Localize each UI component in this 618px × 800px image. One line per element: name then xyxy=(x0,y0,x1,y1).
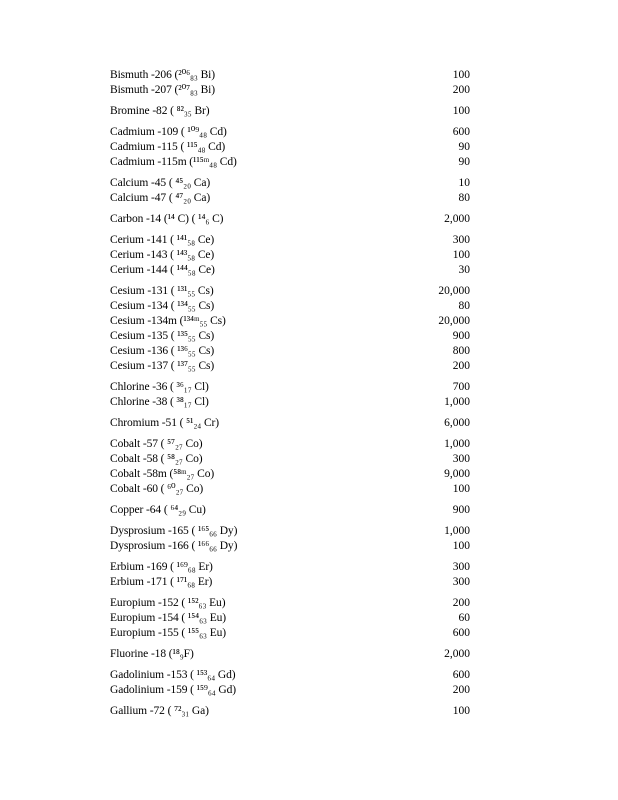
nuclide-label: Cesium -131 ( ¹³¹₅₅ Cs) xyxy=(110,285,214,297)
nuclide-group xyxy=(110,176,470,206)
table-row xyxy=(110,83,470,98)
nuclide-label: Gallium -72 ( ⁷²₃₁ Ga) xyxy=(110,705,209,717)
nuclide-label: Bismuth -207 (²⁰⁷₈₃ Bi) xyxy=(110,84,215,96)
quantity-value: 6,000 xyxy=(444,417,470,429)
nuclide-label: Cerium -143 ( ¹⁴³₅₈ Ce) xyxy=(110,249,215,261)
table-row xyxy=(110,395,470,410)
quantity-value: 20,000 xyxy=(438,285,470,297)
table-row xyxy=(110,437,470,452)
table-row xyxy=(110,452,470,467)
nuclide-label: Europium -152 ( ¹⁵²₆₃ Eu) xyxy=(110,597,226,609)
nuclide-label: Bromine -82 ( ⁸²₃₅ Br) xyxy=(110,105,210,117)
table-row xyxy=(110,467,470,482)
nuclide-label: Cesium -135 ( ¹³⁵₅₅ Cs) xyxy=(110,330,215,342)
nuclide-group xyxy=(110,233,470,278)
quantity-value: 200 xyxy=(452,597,470,609)
nuclide-label: Gadolinium -159 ( ¹⁵⁹₆₄ Gd) xyxy=(110,684,237,696)
table-row xyxy=(110,482,470,497)
nuclide-label: Europium -155 ( ¹⁵⁵₆₃ Eu) xyxy=(110,627,226,639)
quantity-value: 80 xyxy=(458,192,470,204)
quantity-value: 300 xyxy=(452,453,470,465)
nuclide-group xyxy=(110,596,470,641)
nuclide-label: Cesium -136 ( ¹³⁶₅₅ Cs) xyxy=(110,345,215,357)
table-row xyxy=(110,233,470,248)
quantity-value: 100 xyxy=(452,69,470,81)
quantity-value: 100 xyxy=(452,540,470,552)
nuclide-label: Erbium -169 ( ¹⁶⁹₆₈ Er) xyxy=(110,561,213,573)
nuclide-label: Cobalt -58 ( ⁵⁸₂₇ Co) xyxy=(110,453,203,465)
nuclide-group xyxy=(110,68,470,98)
table-row xyxy=(110,560,470,575)
quantity-value: 10 xyxy=(458,177,470,189)
table-row xyxy=(110,524,470,539)
table-row xyxy=(110,704,470,719)
nuclide-label: Bismuth -206 (²⁰⁶₈₃ Bi) xyxy=(110,69,215,81)
nuclide-quantity-table xyxy=(110,68,470,725)
quantity-value: 2,000 xyxy=(444,213,470,225)
quantity-value: 90 xyxy=(458,156,470,168)
table-row xyxy=(110,191,470,206)
table-row xyxy=(110,647,470,662)
table-row xyxy=(110,359,470,374)
nuclide-label: Dysprosium -166 ( ¹⁶⁶₆₆ Dy) xyxy=(110,540,238,552)
table-row xyxy=(110,212,470,227)
nuclide-group xyxy=(110,668,470,698)
quantity-value: 100 xyxy=(452,105,470,117)
table-row xyxy=(110,140,470,155)
quantity-value: 1,000 xyxy=(444,396,470,408)
table-row xyxy=(110,104,470,119)
quantity-value: 900 xyxy=(452,504,470,516)
nuclide-group xyxy=(110,284,470,374)
table-row xyxy=(110,503,470,518)
nuclide-group xyxy=(110,416,470,431)
table-row xyxy=(110,668,470,683)
nuclide-group xyxy=(110,125,470,170)
quantity-value: 900 xyxy=(452,330,470,342)
table-row xyxy=(110,299,470,314)
table-row xyxy=(110,683,470,698)
nuclide-label: Chlorine -38 ( ³⁸₁₇ Cl) xyxy=(110,396,209,408)
nuclide-label: Europium -154 ( ¹⁵⁴₆₃ Eu) xyxy=(110,612,226,624)
quantity-value: 9,000 xyxy=(444,468,470,480)
nuclide-group xyxy=(110,503,470,518)
quantity-value: 300 xyxy=(452,576,470,588)
quantity-value: 100 xyxy=(452,249,470,261)
nuclide-group xyxy=(110,560,470,590)
quantity-value: 200 xyxy=(452,84,470,96)
nuclide-label: Chlorine -36 ( ³⁶₁₇ Cl) xyxy=(110,381,209,393)
quantity-value: 1,000 xyxy=(444,525,470,537)
table-row xyxy=(110,176,470,191)
nuclide-label: Cobalt -58m (⁵⁸ᵐ₂₇ Co) xyxy=(110,468,215,480)
table-row xyxy=(110,596,470,611)
nuclide-label: Cesium -134 ( ¹³⁴₅₅ Cs) xyxy=(110,300,215,312)
quantity-value: 300 xyxy=(452,234,470,246)
nuclide-label: Fluorine -18 (¹⁸₉F) xyxy=(110,648,194,660)
table-row xyxy=(110,125,470,140)
nuclide-label: Erbium -171 ( ¹⁷¹₆₈ Er) xyxy=(110,576,213,588)
table-row xyxy=(110,263,470,278)
quantity-value: 200 xyxy=(452,684,470,696)
table-row xyxy=(110,284,470,299)
quantity-value: 90 xyxy=(458,141,470,153)
nuclide-label: Cobalt -60 ( ⁶⁰₂₇ Co) xyxy=(110,483,204,495)
table-row xyxy=(110,539,470,554)
quantity-value: 200 xyxy=(452,360,470,372)
quantity-value: 300 xyxy=(452,561,470,573)
nuclide-label: Cadmium -115 ( ¹¹⁵₄₈ Cd) xyxy=(110,141,226,153)
nuclide-label: Carbon -14 (¹⁴ C) ( ¹⁴₆ C) xyxy=(110,213,224,225)
quantity-value: 30 xyxy=(458,264,470,276)
nuclide-group xyxy=(110,380,470,410)
nuclide-group xyxy=(110,212,470,227)
nuclide-group xyxy=(110,524,470,554)
table-row xyxy=(110,380,470,395)
nuclide-group xyxy=(110,437,470,497)
quantity-value: 60 xyxy=(458,612,470,624)
quantity-value: 2,000 xyxy=(444,648,470,660)
table-row xyxy=(110,314,470,329)
quantity-value: 1,000 xyxy=(444,438,470,450)
table-row xyxy=(110,575,470,590)
quantity-value: 800 xyxy=(452,345,470,357)
quantity-value: 80 xyxy=(458,300,470,312)
table-row xyxy=(110,248,470,263)
quantity-value: 600 xyxy=(452,627,470,639)
nuclide-label: Cesium -137 ( ¹³⁷₅₅ Cs) xyxy=(110,360,215,372)
nuclide-label: Cerium -141 ( ¹⁴¹₅₈ Ce) xyxy=(110,234,215,246)
nuclide-label: Cerium -144 ( ¹⁴⁴₅₈ Ce) xyxy=(110,264,215,276)
table-row xyxy=(110,155,470,170)
nuclide-label: Chromium -51 ( ⁵¹₂₄ Cr) xyxy=(110,417,219,429)
nuclide-label: Calcium -45 ( ⁴⁵₂₀ Ca) xyxy=(110,177,211,189)
nuclide-label: Cadmium -115m (¹¹⁵ᵐ₄₈ Cd) xyxy=(110,156,237,168)
quantity-value: 20,000 xyxy=(438,315,470,327)
table-row xyxy=(110,344,470,359)
nuclide-group xyxy=(110,104,470,119)
nuclide-label: Copper -64 ( ⁶⁴₂₉ Cu) xyxy=(110,504,206,516)
nuclide-label: Cesium -134m (¹³⁴ᵐ₅₅ Cs) xyxy=(110,315,226,327)
table-row xyxy=(110,611,470,626)
nuclide-label: Dysprosium -165 ( ¹⁶⁵₆₆ Dy) xyxy=(110,525,238,537)
quantity-value: 700 xyxy=(452,381,470,393)
nuclide-label: Gadolinium -153 ( ¹⁵³₆₄ Gd) xyxy=(110,669,236,681)
nuclide-label: Cobalt -57 ( ⁵⁷₂₇ Co) xyxy=(110,438,203,450)
quantity-value: 100 xyxy=(452,483,470,495)
nuclide-label: Calcium -47 ( ⁴⁷₂₀ Ca) xyxy=(110,192,211,204)
table-row xyxy=(110,626,470,641)
quantity-value: 600 xyxy=(452,126,470,138)
table-row xyxy=(110,68,470,83)
table-row xyxy=(110,416,470,431)
quantity-value: 600 xyxy=(452,669,470,681)
table-row xyxy=(110,329,470,344)
nuclide-label: Cadmium -109 ( ¹⁰⁹₄₈ Cd) xyxy=(110,126,227,138)
nuclide-group xyxy=(110,704,470,719)
nuclide-group xyxy=(110,647,470,662)
quantity-value: 100 xyxy=(452,705,470,717)
